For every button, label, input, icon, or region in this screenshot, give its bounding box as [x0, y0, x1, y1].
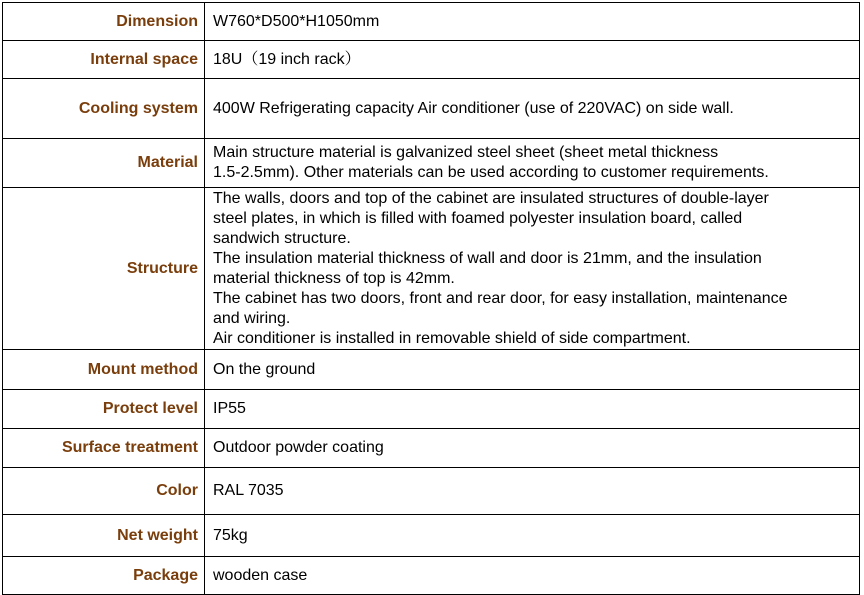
row-value	[205, 557, 860, 595]
table-row	[3, 188, 860, 350]
row-label: Material	[3, 139, 205, 188]
row-label: Cooling system	[3, 79, 205, 139]
row-value	[205, 515, 860, 557]
value-line: 18U（19 inch rack）	[213, 50, 361, 68]
table-row	[3, 468, 860, 515]
row-value	[205, 350, 860, 390]
table-row	[3, 41, 860, 79]
value-line: On the ground	[213, 360, 316, 378]
spec-table	[2, 2, 860, 595]
table-row	[3, 139, 860, 188]
row-label: Protect level	[3, 390, 205, 429]
row-value	[205, 41, 860, 79]
row-value	[205, 429, 860, 468]
value-line: W760*D500*H1050mm	[213, 12, 380, 30]
row-label: Mount method	[3, 350, 205, 390]
table-row	[3, 429, 860, 468]
row-value	[205, 188, 860, 350]
row-label: Net weight	[3, 515, 205, 557]
value-line: IP55	[213, 400, 246, 417]
value-line: 1.5-2.5mm). Other materials can be used according to customer requirements.	[213, 164, 769, 181]
row-label: Color	[3, 468, 205, 515]
row-value	[205, 468, 860, 515]
row-value	[205, 3, 860, 41]
value-line: Air conditioner is installed in removable shield of side compartment.	[213, 329, 691, 347]
table-row	[3, 557, 860, 595]
value-line: The cabinet has two doors, front and rear door, for easy installation, maintenance	[213, 289, 788, 307]
table-row	[3, 79, 860, 139]
table-row	[3, 515, 860, 557]
row-label: Structure	[3, 188, 205, 350]
table-row	[3, 350, 860, 390]
value-line: Main structure material is galvanized steel sheet (sheet metal thickness	[213, 144, 719, 161]
row-label: Surface treatment	[3, 429, 205, 468]
value-line: and wiring.	[213, 309, 291, 327]
value-line: wooden case	[213, 566, 308, 584]
value-line: RAL 7035	[213, 482, 284, 499]
value-line: The insulation material thickness of wall and door is 21mm, and the insulation	[213, 249, 762, 267]
value-line: sandwich structure.	[213, 229, 351, 247]
row-label: Package	[3, 557, 205, 595]
value-line: 75kg	[213, 526, 248, 544]
row-value	[205, 79, 860, 139]
value-line: Outdoor powder coating	[213, 439, 384, 456]
table-row	[3, 3, 860, 41]
value-line: material thickness of top is 42mm.	[213, 269, 455, 287]
table-row	[3, 390, 860, 429]
row-value	[205, 139, 860, 188]
row-label: Dimension	[3, 3, 205, 41]
value-line: steel plates, in which is filled with foamed polyester insulation board, called	[213, 209, 743, 227]
value-line: The walls, doors and top of the cabinet are insulated structures of double-layer	[213, 189, 769, 207]
row-value	[205, 390, 860, 429]
row-label: Internal space	[3, 41, 205, 79]
value-line: 400W Refrigerating capacity Air conditioner (use of 220VAC) on side wall.	[213, 99, 734, 117]
